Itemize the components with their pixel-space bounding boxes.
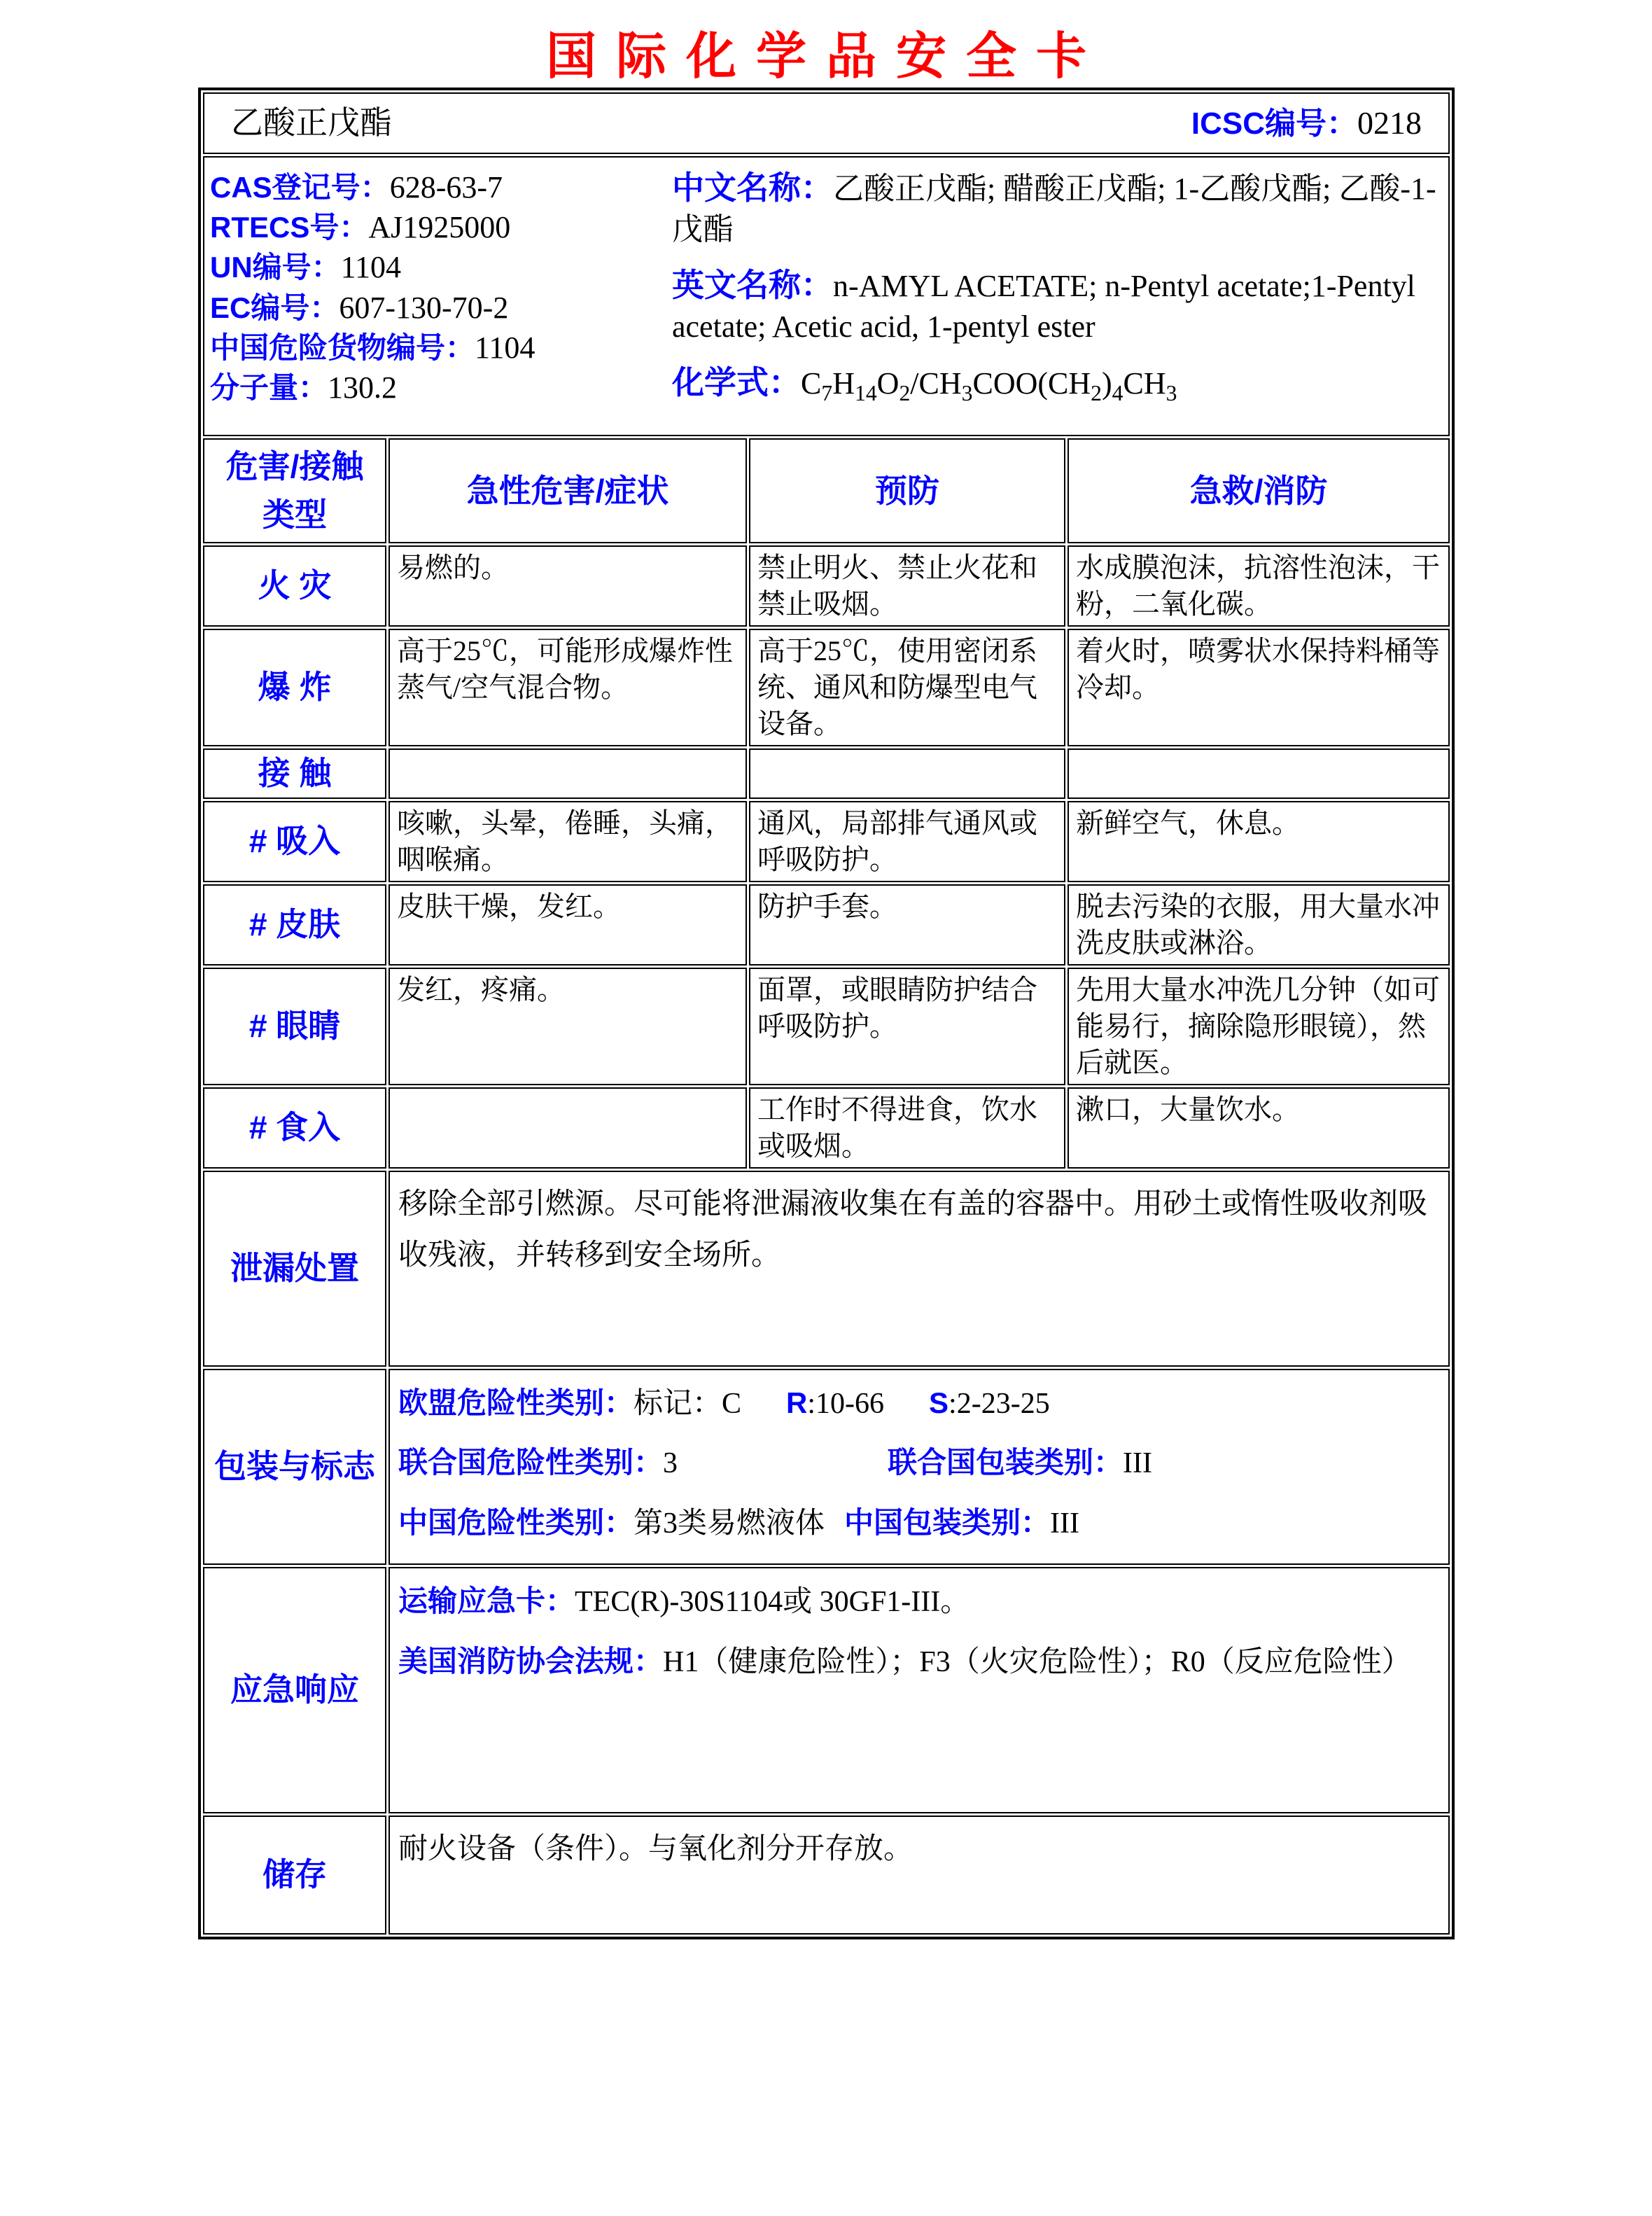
transport-emergency-card: 运输应急卡：TEC(R)-30S1104或 30GF1-III。 bbox=[398, 1584, 970, 1619]
china-dangerous-goods-number: 中国危险货物编号：1104 bbox=[210, 330, 536, 365]
skin-label: # 皮肤 bbox=[203, 884, 386, 966]
storage-text: 耐火设备（条件）。与氧化剂分开存放。 bbox=[388, 1816, 1450, 1935]
contact-firstaid bbox=[1068, 748, 1450, 799]
identifier-list bbox=[210, 167, 672, 407]
un-number: UN编号：1104 bbox=[210, 250, 402, 285]
eyes-symptoms: 发红，疼痛。 bbox=[388, 968, 747, 1085]
hazard-row-eyes bbox=[203, 968, 1450, 1085]
identification-row bbox=[203, 156, 1450, 436]
name-list bbox=[672, 167, 1443, 407]
card-header-cell bbox=[203, 92, 1450, 154]
inhalation-symptoms: 咳嗽，头晕，倦睡，头痛，咽喉痛。 bbox=[388, 801, 747, 882]
un-classification: 联合国危险性类别：3 联合国包装类别：III bbox=[398, 1446, 1152, 1480]
icsc-value: 0218 bbox=[1357, 105, 1422, 141]
hazard-row-ingestion bbox=[203, 1087, 1450, 1169]
storage-row bbox=[203, 1816, 1450, 1935]
skin-prevention: 防护手套。 bbox=[749, 884, 1065, 966]
icsc-label: ICSC编号： bbox=[1191, 106, 1357, 141]
fire-prevention: 禁止明火、禁止火花和禁止吸烟。 bbox=[749, 545, 1065, 627]
emergency-content bbox=[388, 1567, 1450, 1813]
safety-card-table bbox=[198, 88, 1455, 1939]
ingestion-symptoms bbox=[388, 1087, 747, 1169]
hazard-row-inhalation bbox=[203, 801, 1450, 882]
chemical-name: 乙酸正戊酯 bbox=[231, 105, 392, 141]
contact-symptoms bbox=[388, 748, 747, 799]
ingestion-prevention: 工作时不得进食，饮水或吸烟。 bbox=[749, 1087, 1065, 1169]
eyes-prevention: 面罩，或眼睛防护结合呼吸防护。 bbox=[749, 968, 1065, 1085]
ingestion-firstaid: 漱口，大量饮水。 bbox=[1068, 1087, 1450, 1169]
spill-text: 移除全部引燃源。尽可能将泄漏液收集在有盖的容器中。用砂土或惰性吸收剂吸收残液，并转移到安全场所。 bbox=[388, 1171, 1450, 1367]
spill-row bbox=[203, 1171, 1450, 1367]
explosion-firstaid: 着火时，喷雾状水保持料桶等冷却。 bbox=[1068, 629, 1450, 746]
hazard-row-contact bbox=[203, 748, 1450, 799]
emergency-row bbox=[203, 1567, 1450, 1813]
ec-number: EC编号：607-130-70-2 bbox=[210, 290, 509, 325]
explosion-prevention: 高于25℃，使用密闭系统、通风和防爆型电气设备。 bbox=[749, 629, 1065, 746]
inhalation-firstaid: 新鲜空气，休息。 bbox=[1068, 801, 1450, 882]
molecular-weight: 分子量：130.2 bbox=[210, 370, 398, 405]
icsc-number bbox=[1191, 102, 1422, 144]
hazard-header-row bbox=[203, 438, 1450, 543]
hazard-row-skin bbox=[203, 884, 1450, 966]
packaging-row bbox=[203, 1369, 1450, 1566]
chinese-names: 中文名称：乙酸正戊酯; 醋酸正戊酯; 1-乙酸戊酯; 乙酸-1-戊酯 bbox=[672, 169, 1436, 246]
packaging-label: 包装与标志 bbox=[203, 1369, 386, 1566]
rtecs-number: RTECS号：AJ1925000 bbox=[210, 210, 511, 245]
hazard-row-fire bbox=[203, 545, 1450, 627]
fire-symptoms: 易燃的。 bbox=[388, 545, 747, 627]
nfpa-code: 美国消防协会法规：H1（健康危险性）；F3（火灾危险性）；R0（反应危险性） bbox=[398, 1644, 1411, 1678]
chemical-formula: 化学式：$C_7H_{14}O_2/CH_3COO(CH_2)_4CH_3$ bbox=[672, 364, 1177, 405]
spill-label: 泄漏处置 bbox=[203, 1171, 386, 1367]
contact-prevention bbox=[749, 748, 1065, 799]
emergency-label: 应急响应 bbox=[203, 1567, 386, 1813]
packaging-content bbox=[388, 1369, 1450, 1566]
ingestion-label: # 食入 bbox=[203, 1087, 386, 1169]
fire-firstaid: 水成膜泡沫，抗溶性泡沫，干粉，二氧化碳。 bbox=[1068, 545, 1450, 627]
storage-label: 储存 bbox=[203, 1816, 386, 1935]
header-symptoms: 急性危害/症状 bbox=[388, 438, 747, 543]
skin-symptoms: 皮肤干燥，发红。 bbox=[388, 884, 747, 966]
page-title: 国际化学品安全卡 bbox=[545, 29, 1106, 85]
eyes-label: # 眼睛 bbox=[203, 968, 386, 1085]
contact-label: 接 触 bbox=[203, 748, 386, 799]
inhalation-label: # 吸入 bbox=[203, 801, 386, 882]
fire-label: 火 灾 bbox=[203, 545, 386, 627]
eyes-firstaid: 先用大量水冲洗几分钟（如可能易行，摘除隐形眼镜），然后就医。 bbox=[1068, 968, 1450, 1085]
inhalation-prevention: 通风，局部排气通风或呼吸防护。 bbox=[749, 801, 1065, 882]
card-header-row bbox=[203, 92, 1450, 154]
explosion-symptoms: 高于25℃，可能形成爆炸性蒸气/空气混合物。 bbox=[388, 629, 747, 746]
hazard-row-explosion bbox=[203, 629, 1450, 746]
eu-classification: 欧盟危险性类别：标记：C R:10-66 S:2-23-25 bbox=[398, 1386, 1050, 1420]
cas-number: CAS登记号：628-63-7 bbox=[210, 170, 503, 204]
skin-firstaid: 脱去污染的衣服，用大量水冲洗皮肤或淋浴。 bbox=[1068, 884, 1450, 966]
header-firstaid: 急救/消防 bbox=[1068, 438, 1450, 543]
english-names: 英文名称：n-AMYL ACETATE; n-Pentyl acetate;1-Pentyl acetate; Acetic acid, 1-pentyl ester bbox=[672, 267, 1415, 344]
china-classification: 中国危险性类别：第3类易燃液体 中国包装类别：III bbox=[398, 1505, 1080, 1540]
header-hazard-type: 危害/接触 类型 bbox=[203, 438, 386, 543]
identification-cell bbox=[203, 156, 1450, 436]
header-prevention: 预防 bbox=[749, 438, 1065, 543]
explosion-label: 爆 炸 bbox=[203, 629, 386, 746]
